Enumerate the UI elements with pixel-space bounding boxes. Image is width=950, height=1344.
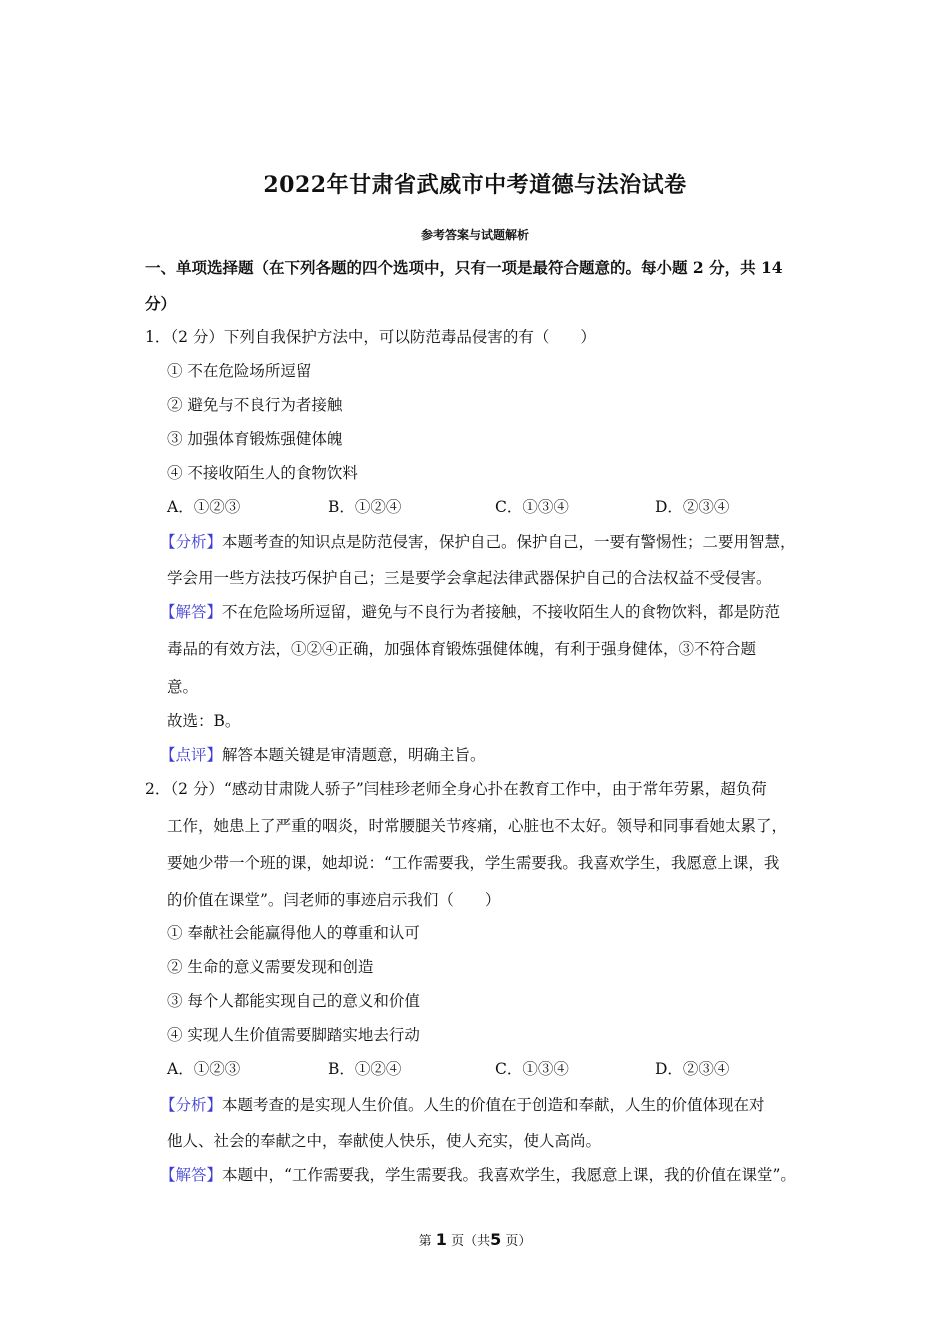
question-1-answer-line-3: 意。: [167, 678, 199, 696]
footer-total-pages: 5: [490, 1230, 502, 1249]
question-2-item-1: ① 奉献社会能赢得他人的尊重和认可: [167, 924, 420, 942]
question-1-stem: 1．（2 分）下列自我保护方法中，可以防范毒品侵害的有（ ）: [145, 328, 596, 346]
comment-text: 解答本题关键是审清题意，明确主旨。: [222, 746, 486, 764]
question-1-option-b: B．①②④: [328, 498, 402, 516]
question-1-choice: 故选：B。: [167, 712, 241, 730]
analysis-text: 本题考查的是实现人生价值。人生的价值在于创造和奉献，人生的价值体现在对: [222, 1096, 765, 1114]
question-2-stem-line-1: 2．（2 分）“感动甘肃陇人骄子”闫桂珍老师全身心扑在教育工作中，由于常年劳累，超负荷: [145, 780, 767, 798]
answer-tag: 【解答】: [160, 603, 223, 621]
question-2-analysis-line-2: 他人、社会的奉献之中，奉献使人快乐，使人充实，使人高尚。: [167, 1132, 602, 1150]
question-2-option-c: C．①③④: [495, 1060, 569, 1078]
question-2-answer-line-1: [160, 1163, 796, 1185]
question-2-analysis-line-1: [160, 1093, 765, 1115]
question-2-option-a: A．①②③: [167, 1060, 241, 1078]
question-2-item-3: ③ 每个人都能实现自己的意义和价值: [167, 992, 420, 1010]
question-2-option-d: D．②③④: [655, 1060, 730, 1078]
question-1-answer-line-2: 毒品的有效方法，①②④正确，加强体育锻炼强健体魄，有利于强身健体，③不符合题: [167, 640, 757, 658]
question-1-item-3: ③ 加强体育锻炼强健体魄: [167, 430, 343, 448]
section-heading-line-1: 一、单项选择题（在下列各题的四个选项中，只有一项是最符合题意的。每小题 2 分，共 14: [145, 258, 783, 277]
question-1-option-c: C．①③④: [495, 498, 569, 516]
answer-text: 本题中，“工作需要我，学生需要我。我喜欢学生，我愿意上课，我的价值在课堂”。: [222, 1166, 796, 1184]
answer-tag: 【解答】: [160, 1166, 223, 1184]
question-1-item-1: ① 不在危险场所逗留: [167, 362, 312, 380]
footer-prefix: 第: [418, 1234, 432, 1249]
analysis-tag: 【分析】: [160, 1096, 223, 1114]
footer-mid: 页（共: [451, 1234, 491, 1249]
question-1-item-4: ④ 不接收陌生人的食物饮料: [167, 464, 358, 482]
page-subtitle: 参考答案与试题解析: [420, 228, 529, 242]
analysis-tag: 【分析】: [160, 533, 223, 551]
question-2-stem-line-2: 工作，她患上了严重的咽炎，时常腰腿关节疼痛，心脏也不太好。领导和同事看她太累了，: [167, 817, 788, 835]
question-1-item-2: ② 避免与不良行为者接触: [167, 396, 343, 414]
question-1-answer-line-1: [160, 600, 780, 622]
question-2-item-4: ④ 实现人生价值需要脚踏实地去行动: [167, 1026, 420, 1044]
question-2-option-b: B．①②④: [328, 1060, 402, 1078]
answer-text: 不在危险场所逗留，避免与不良行为者接触，不接收陌生人的食物饮料，都是防范: [222, 603, 781, 621]
footer-page-number: 1: [435, 1230, 447, 1249]
analysis-text: 本题考查的知识点是防范侵害，保护自己。保护自己，一要有警惕性；二要用智慧，: [222, 533, 796, 551]
section-heading-line-2: 分）: [145, 294, 177, 313]
question-2-stem-line-3: 要她少带一个班的课，她却说：“工作需要我，学生需要我。我喜欢学生，我愿意上课，我: [167, 854, 780, 872]
page-title: 2022年甘肃省武威市中考道德与法治试卷: [263, 172, 687, 198]
question-1-option-d: D．②③④: [655, 498, 730, 516]
question-1-comment: [160, 743, 486, 765]
footer-suffix: 页）: [505, 1234, 532, 1249]
question-1-option-a: A．①②③: [167, 498, 241, 516]
comment-tag: 【点评】: [160, 746, 223, 764]
question-1-analysis-line-1: [160, 530, 796, 552]
question-2-stem-line-4: 的价值在课堂”。闫老师的事迹启示我们（ ）: [167, 891, 501, 909]
page-footer: [0, 1230, 950, 1249]
question-2-item-2: ② 生命的意义需要发现和创造: [167, 958, 374, 976]
question-1-analysis-line-2: 学会用一些方法技巧保护自己；三是要学会拿起法律武器保护自己的合法权益不受侵害。: [167, 569, 772, 587]
